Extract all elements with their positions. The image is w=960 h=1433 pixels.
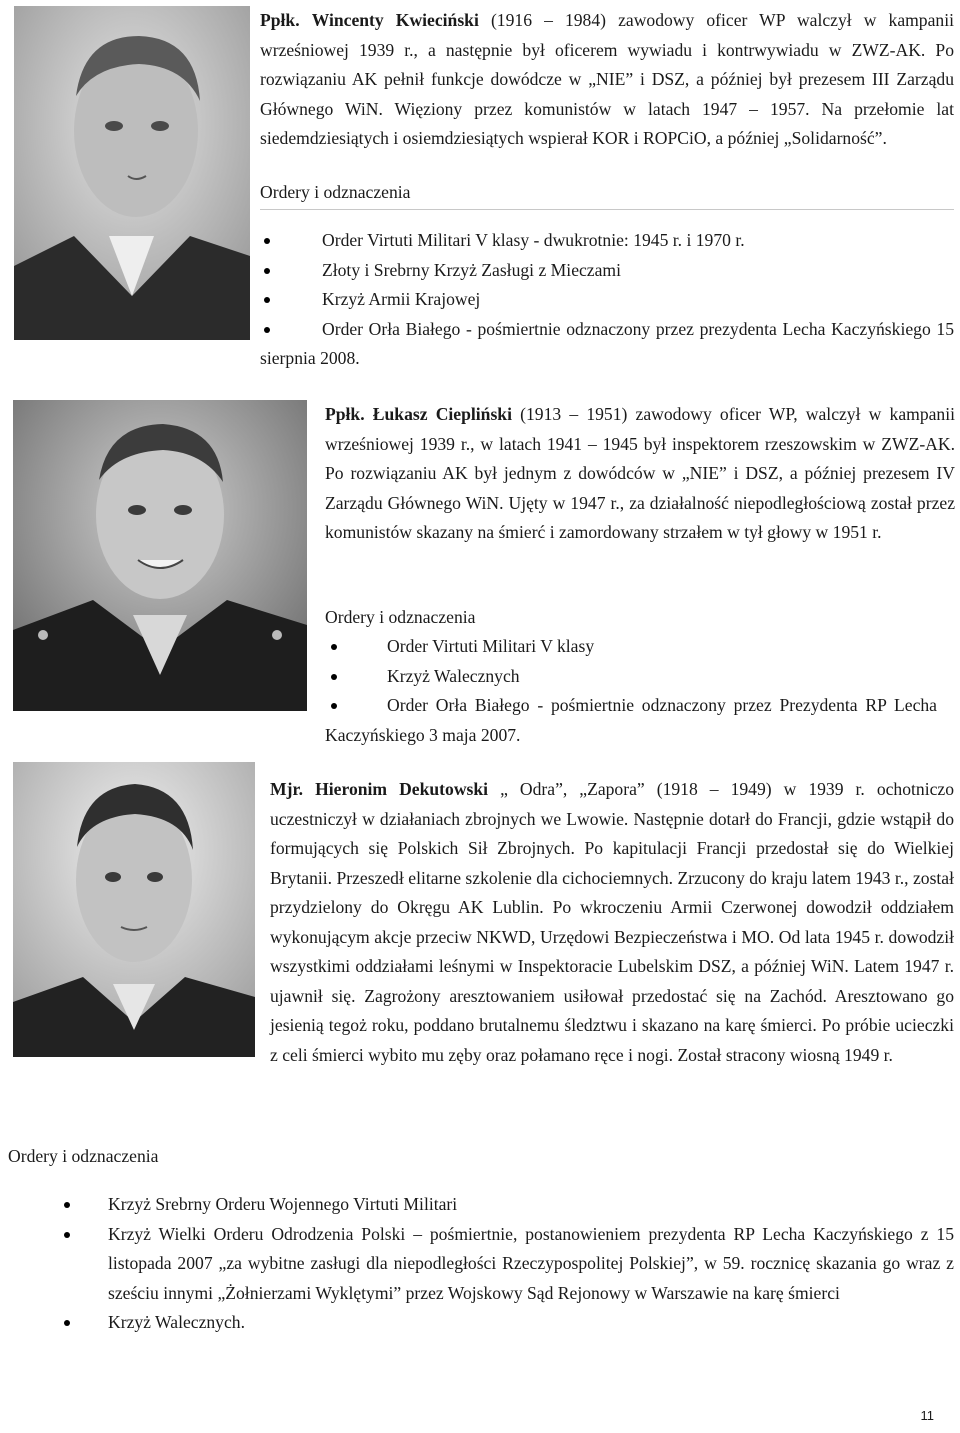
award-item: Krzyż Wielki Orderu Odrodzenia Polski – pośmiertnie, postanowieniem prezydenta RP Lecha Kaczyńskiego z 15 listopada 2007 „za wybitne zasługi dla niepodległości Rzeczypospolitej Polskiej”, w 59. rocznicę skazania go wraz z sześciu innymi „Żołnierzami Wyklętymi” przez Wojskowy Sąd Rejonowy w Warszawie na karę śmierci	[8, 1220, 954, 1309]
award-item: Krzyż Walecznych.	[8, 1308, 954, 1338]
portrait-photo-cieplinski	[13, 400, 307, 711]
entry-1-bio-text: (1916 – 1984) zawodowy oficer WP walczył w kampanii wrześniowej 1939 r., a następnie był oficerem wywiadu i kontrwywiadu w ZWZ-AK. Po rozwiązaniu AK pełnił funkcje dowódcze w „NIE” i DSZ, a później był prezesem III Zarządu Głównego WiN. Więziony przez komunistów w latach 1947 – 1957. Na przełomie lat siedemdziesiątych i osiemdziesiątych wspierał KOR i ROPCiO, a później „Solidarność”.	[260, 10, 954, 148]
entry-1-awards-heading: Ordery i odznaczenia	[260, 182, 411, 202]
entry-1-rank: Ppłk.	[260, 10, 300, 30]
page-number: 11	[920, 1408, 934, 1423]
award-item: Order Orła Białego - pośmiertnie odznaczony przez Prezydenta RP Lecha Kaczyńskiego 3 maja 2007.	[325, 691, 937, 750]
portrait-photo-icon	[13, 400, 307, 711]
entry-3-name: Hieronim Dekutowski	[315, 779, 489, 799]
entry-3-bio-text: „ Odra”, „Zapora” (1918 – 1949) w 1939 r. ochotniczo uczestniczył w działaniach zbrojnych we Lwowie. Następnie dotarł do Francji, gdzie wstąpił do formujących się Polskich Sił Zbrojnych. Po kapitulacji Francji przedostał się do Wielkiej Brytanii. Przeszedł elitarne szkolenie dla cichociemnych. Zrzucony do kraju latem 1943 r., został przydzielony do Okręgu AK Lublin. Po wkroczeniu Armii Czerwonej dowodził oddziałem wykonującym akcje przeciw NKWD, Urzędowi Bezpieczeństwa i MO. Od lata 1945 r. dowodził wszystkimi oddziałami leśnymi w Inspektoracie Lubelskim DSZ, a później WiN. Latem 1947 r. ujawnił się. Zagrożony aresztowaniem usiłował przedostać się na Zachód. Aresztowano go jesienią tegoż roku, poddano brutalnemu śledztwu i skazano na karę śmierci. Po próbie ucieczki z celi śmierci wybito mu zęby oraz połamano ręce i nogi. Został stracony wiosną 1949 r.	[270, 779, 955, 1065]
entry-1-name: Wincenty Kwieciński	[311, 10, 479, 30]
entry-3-rank: Mjr.	[270, 779, 304, 799]
portrait-photo-kwiecinski	[14, 6, 250, 340]
entry-1-awards-list	[260, 226, 954, 374]
photo-float-spacer	[8, 775, 270, 1063]
entry-2-bio	[325, 400, 955, 548]
award-item: Order Orła Białego - pośmiertnie odznaczony przez prezydenta Lecha Kaczyńskiego 15 sierpnia 2008.	[260, 315, 954, 374]
entry-2-awards-heading: Ordery i odznaczenia	[325, 607, 476, 627]
entry-2-awards-list	[325, 632, 937, 750]
entry-3-awards-heading: Ordery i odznaczenia	[8, 1146, 159, 1166]
entry-2-bio-text: (1913 – 1951) zawodowy oficer WP, walczył w kampanii wrześniowej 1939 r., w latach 1941 – 1945 był inspektorem rzeszowskim w ZWZ-AK. Po rozwiązaniu AK był jednym z dowódców w „NIE” i DSZ, a później prezesem IV Zarządu Głównego WiN. Ujęty w 1947 r., za działalność niepodległościową został przez komunistów skazany na śmierć i zamordowany strzałem w tył głowy w 1951 r.	[325, 404, 955, 542]
portrait-photo-icon	[14, 6, 250, 340]
entry-3-awards-list	[8, 1190, 954, 1338]
award-item: Order Virtuti Militari V klasy - dwukrotnie: 1945 r. i 1970 r.	[260, 226, 954, 256]
award-item: Krzyż Srebrny Orderu Wojennego Virtuti Militari	[8, 1190, 954, 1220]
entry-2-name: Łukasz Ciepliński	[372, 404, 512, 424]
award-item: Złoty i Srebrny Krzyż Zasługi z Mieczami	[260, 256, 954, 286]
entry-1-divider	[260, 209, 954, 210]
entry-1-bio	[260, 6, 954, 154]
award-item: Order Virtuti Militari V klasy	[325, 632, 937, 662]
entry-3-bio	[8, 775, 954, 1070]
entry-2-rank: Ppłk.	[325, 404, 365, 424]
award-item: Krzyż Walecznych	[325, 662, 937, 692]
award-item: Krzyż Armii Krajowej	[260, 285, 954, 315]
